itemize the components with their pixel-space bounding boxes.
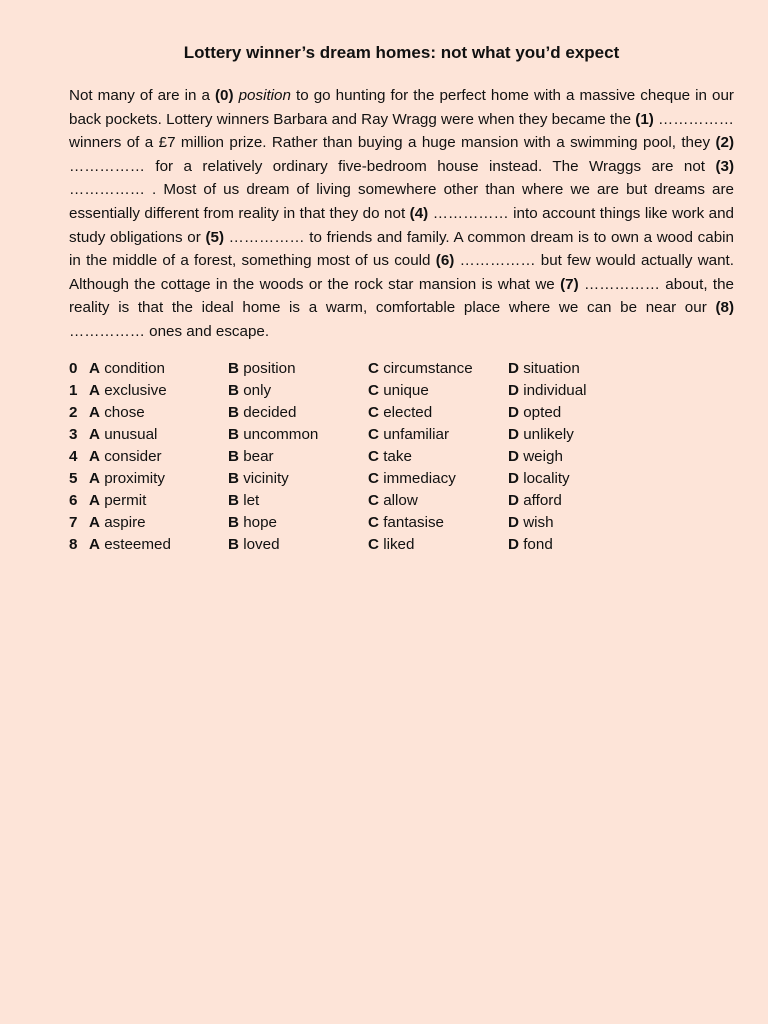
option-row bbox=[69, 468, 734, 490]
option-letter: D bbox=[508, 447, 519, 465]
option-c bbox=[368, 424, 508, 446]
option-b bbox=[228, 534, 368, 556]
option-word: unlikely bbox=[523, 425, 574, 443]
option-word: decided bbox=[243, 403, 297, 421]
option-d bbox=[508, 380, 648, 402]
option-d bbox=[508, 424, 648, 446]
option-word: vicinity bbox=[243, 469, 289, 487]
option-letter: A bbox=[89, 447, 100, 465]
option-word: unusual bbox=[104, 425, 158, 443]
option-d bbox=[508, 512, 648, 534]
option-word: loved bbox=[243, 535, 280, 553]
question-number: 7 bbox=[69, 513, 78, 531]
question-number: 0 bbox=[69, 359, 78, 377]
option-letter: A bbox=[89, 491, 100, 509]
passage-text: …………… but few would actually want. Although the cottage in the woods or the rock star mansion is what we bbox=[69, 252, 734, 293]
option-letter: D bbox=[508, 359, 519, 377]
option-c bbox=[368, 490, 508, 512]
option-b bbox=[228, 380, 368, 402]
option-word: wish bbox=[523, 513, 554, 531]
passage-text: Not many of are in a bbox=[69, 87, 215, 104]
option-letter: B bbox=[228, 447, 239, 465]
option-c bbox=[368, 402, 508, 424]
option-letter: C bbox=[368, 513, 379, 531]
option-c bbox=[368, 358, 508, 380]
option-b bbox=[228, 446, 368, 468]
passage-text: …………… . Most of us dream of living somewhere other than where we are but dreams are essentially different from reality in that they do not bbox=[69, 181, 734, 222]
option-letter: D bbox=[508, 535, 519, 553]
option-word: permit bbox=[104, 491, 147, 509]
option-b bbox=[228, 468, 368, 490]
question-number: 5 bbox=[69, 469, 78, 487]
option-row bbox=[69, 380, 734, 402]
option-word: consider bbox=[104, 447, 162, 465]
option-word: afford bbox=[523, 491, 562, 509]
question-number: 3 bbox=[69, 425, 78, 443]
question-number: 6 bbox=[69, 491, 78, 509]
option-d bbox=[508, 358, 648, 380]
option-c bbox=[368, 446, 508, 468]
option-letter: C bbox=[368, 381, 379, 399]
option-letter: A bbox=[89, 535, 100, 553]
option-word: let bbox=[243, 491, 260, 509]
option-a bbox=[89, 380, 228, 402]
option-letter: B bbox=[228, 513, 239, 531]
option-word: aspire bbox=[104, 513, 146, 531]
cloze-passage bbox=[69, 84, 734, 344]
option-word: weigh bbox=[523, 447, 563, 465]
option-d bbox=[508, 446, 648, 468]
option-word: opted bbox=[523, 403, 562, 421]
question-number: 8 bbox=[69, 535, 78, 553]
option-letter: A bbox=[89, 469, 100, 487]
gap-marker-7: (7) bbox=[560, 275, 579, 293]
option-letter: D bbox=[508, 491, 519, 509]
option-word: uncommon bbox=[243, 425, 319, 443]
option-letter: D bbox=[508, 425, 519, 443]
option-d bbox=[508, 534, 648, 556]
option-b bbox=[228, 358, 368, 380]
option-letter: B bbox=[228, 535, 239, 553]
option-c bbox=[368, 534, 508, 556]
option-word: bear bbox=[243, 447, 274, 465]
option-a bbox=[89, 512, 228, 534]
option-letter: A bbox=[89, 513, 100, 531]
passage-text: …………… winners of a £7 million prize. Rather than buying a huge mansion with a swimming pool, they bbox=[69, 110, 734, 152]
passage-text: …………… into account things like work and study obligations or bbox=[69, 204, 734, 246]
option-letter: B bbox=[228, 403, 239, 421]
option-word: proximity bbox=[104, 469, 165, 487]
option-b bbox=[228, 424, 368, 446]
option-a bbox=[89, 534, 228, 556]
option-c bbox=[368, 380, 508, 402]
option-word: fond bbox=[523, 535, 553, 553]
option-letter: C bbox=[368, 425, 379, 443]
option-word: locality bbox=[523, 469, 570, 487]
option-word: unfamiliar bbox=[383, 425, 450, 443]
gap-marker-1: (1) bbox=[635, 110, 654, 128]
question-number: 2 bbox=[69, 403, 78, 421]
option-letter: B bbox=[228, 469, 239, 487]
option-word: fantasise bbox=[383, 513, 444, 531]
gap-marker-2: (2) bbox=[715, 134, 734, 152]
option-word: take bbox=[383, 447, 412, 465]
option-letter: C bbox=[368, 469, 379, 487]
option-row bbox=[69, 358, 734, 380]
option-letter: D bbox=[508, 381, 519, 399]
option-letter: B bbox=[228, 425, 239, 443]
answer-options bbox=[69, 358, 734, 556]
option-letter: B bbox=[228, 491, 239, 509]
option-row bbox=[69, 490, 734, 512]
option-letter: B bbox=[228, 359, 239, 377]
option-word: esteemed bbox=[104, 535, 171, 553]
option-a bbox=[89, 446, 228, 468]
gap-marker-8: (8) bbox=[715, 299, 734, 317]
option-d bbox=[508, 468, 648, 490]
option-letter: A bbox=[89, 359, 100, 377]
option-letter: C bbox=[368, 403, 379, 421]
option-row bbox=[69, 402, 734, 424]
option-row bbox=[69, 446, 734, 468]
option-word: condition bbox=[104, 359, 165, 377]
passage-text: …………… to friends and family. A common dream is to own a wood cabin in the middle of a forest, something most of us could bbox=[69, 228, 734, 270]
worksheet-title: Lottery winner’s dream homes: not what you’d expect bbox=[183, 43, 620, 62]
option-a bbox=[89, 490, 228, 512]
option-c bbox=[368, 468, 508, 490]
option-row bbox=[69, 512, 734, 534]
option-b bbox=[228, 512, 368, 534]
option-letter: A bbox=[89, 403, 100, 421]
option-word: elected bbox=[383, 403, 433, 421]
option-word: unique bbox=[383, 381, 429, 399]
option-row bbox=[69, 424, 734, 446]
question-number: 4 bbox=[69, 447, 78, 465]
option-a bbox=[89, 358, 228, 380]
option-letter: D bbox=[508, 469, 519, 487]
option-d bbox=[508, 402, 648, 424]
option-letter: D bbox=[508, 403, 519, 421]
option-letter: C bbox=[368, 491, 379, 509]
gap-marker-0: (0) bbox=[214, 87, 234, 104]
passage-text: …………… for a relatively ordinary five-bedroom house instead. The Wraggs are not bbox=[69, 157, 716, 175]
option-word: allow bbox=[383, 491, 418, 509]
option-b bbox=[228, 490, 368, 512]
option-letter: C bbox=[368, 359, 379, 377]
example-answer: position bbox=[238, 87, 291, 104]
option-word: only bbox=[243, 381, 272, 399]
passage-text: …………… about, the reality is that the ideal home is a warm, comfortable place where we can be near our bbox=[69, 275, 734, 317]
gap-marker-4: (4) bbox=[409, 204, 429, 222]
option-word: immediacy bbox=[383, 469, 456, 487]
passage-text: …………… ones and escape. bbox=[69, 322, 270, 340]
option-d bbox=[508, 490, 648, 512]
option-word: situation bbox=[523, 359, 580, 377]
question-number: 1 bbox=[69, 381, 78, 399]
option-c bbox=[368, 512, 508, 534]
option-a bbox=[89, 402, 228, 424]
option-word: position bbox=[243, 359, 296, 377]
option-letter: A bbox=[89, 381, 100, 399]
option-a bbox=[89, 468, 228, 490]
option-word: liked bbox=[383, 535, 415, 553]
option-letter: A bbox=[89, 425, 100, 443]
option-a bbox=[89, 424, 228, 446]
option-row bbox=[69, 534, 734, 556]
option-letter: C bbox=[368, 447, 379, 465]
option-letter: D bbox=[508, 513, 519, 531]
option-word: circumstance bbox=[383, 359, 473, 377]
option-letter: B bbox=[228, 381, 239, 399]
passage-text: to go hunting for the perfect home with a massive cheque in our back pockets. Lottery winners Barbara and Ray Wragg were when they became the bbox=[69, 87, 734, 128]
option-word: exclusive bbox=[104, 381, 167, 399]
gap-marker-3: (3) bbox=[715, 157, 734, 175]
option-word: individual bbox=[523, 381, 587, 399]
option-word: hope bbox=[243, 513, 277, 531]
option-b bbox=[228, 402, 368, 424]
option-letter: C bbox=[368, 535, 379, 553]
gap-marker-5: (5) bbox=[205, 228, 224, 246]
option-word: chose bbox=[104, 403, 145, 421]
gap-marker-6: (6) bbox=[435, 252, 455, 270]
